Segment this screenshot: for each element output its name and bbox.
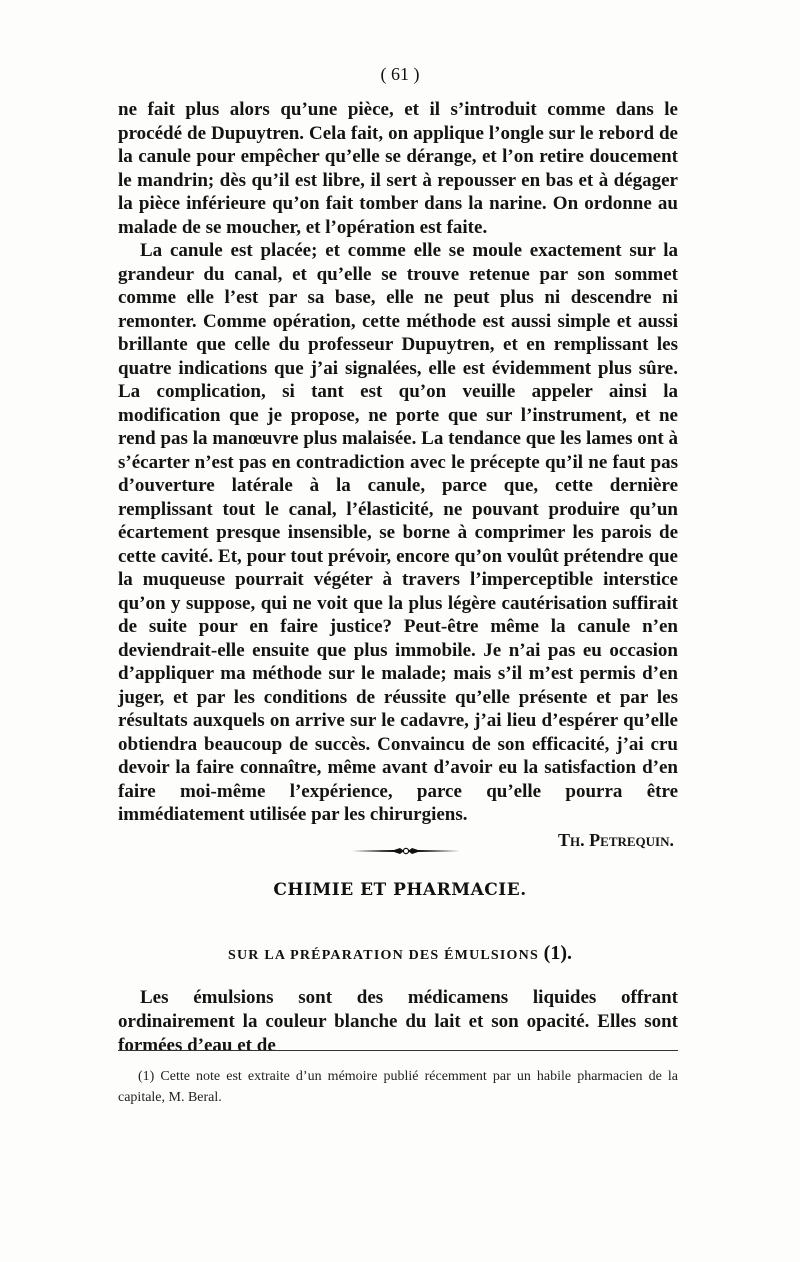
footnote-text: (1) Cette note est extraite d’un mémoire publié récemment par un habile pharmacien de la capitale, M. Beral. xyxy=(118,1069,678,1105)
author-signature: Th. Petrequin. xyxy=(558,829,674,850)
footnote xyxy=(118,1066,678,1108)
page-number: ( 61 ) xyxy=(380,64,420,84)
section-title: CHIMIE ET PHARMACIE. xyxy=(273,880,527,900)
paragraph-emulsions: Les émulsions sont des médicamens liquides offrant ordinairement la couleur blanche du lait et son opacité. Elles sont formées d’eau et de xyxy=(118,987,678,1056)
emulsions-text-block xyxy=(118,986,678,1058)
paragraph-2: La canule est placée; et comme elle se moule exactement sur la grandeur du canal, et qu’elle se trouve retenue par son sommet comme elle l’est par sa base, elle ne peut plus ni descendre ni remonter. Comme opération, cette méthode est aussi simple et aussi brillante que celle du professeur Dupuytren, et en remplissant les quatre indications que j’ai signalées, elle est évidemment plus sûre. La complication, si tant est qu’on veuille appeler ainsi la modification que je propose, ne porte que sur l’instrument, et ne rend pas la manœuvre plus malaisée. La tendance que les lames ont à s’écarter n’est pas en contradiction avec le précepte qu’il ne faut pas d’ouverture latérale à la canule, parce que, cette dernière remplissant tout le canal, l’élasticité, ne pouvant produire qu’un écartement presque insensible, se borne à comprimer les parois de cette cavité. Et, pour tout prévoir, encore qu’on voulût prétendre que la muqueuse pourrait végéter à travers l’imperceptible interstice qu’on y suppose, qui ne voit que la plus légère cautérisation suffirait de suite pour en faire justice? Peut-être même la canule n’en deviendrait-elle ensuite que plus immobile. Je n’ai pas eu occasion d’appliquer ma méthode sur le malade; mais s’il m’est permis d’en juger, et par les conditions de réussite qu’elle présente et par les résultats auxquels on arrive sur le cadavre, j’ai lieu d’espérer qu’elle obtiendra beaucoup de succès. Convaincu de son efficacité, j’ai cru devoir la faire connaître, même avant d’avoir eu la satisfaction d’en faire moi-même l’expérience, parce qu’elle pourra être immédiatement utilisée par les chirurgiens. xyxy=(118,240,678,825)
article-subtitle xyxy=(0,942,800,965)
section-divider-ornament xyxy=(352,846,460,856)
footnote-reference: (1). xyxy=(543,942,572,964)
paragraph-1: ne fait plus alors qu’une pièce, et il s’introduit comme dans le procédé de Dupuytren. Cela fait, on applique l’ongle sur le rebord de la canule pour empêcher qu’elle se dérange, et l’on retire doucement le mandrin; dès qu’il est libre, il sert à repousser en bas et à dégager la pièce inférieure qu’on fait tomber dans la narine. On ordonne au malade de se moucher, et l’opération est faite. xyxy=(118,99,678,238)
main-text-block xyxy=(118,98,678,852)
article-subtitle-text: SUR LA PRÉPARATION DES ÉMULSIONS xyxy=(228,948,539,963)
footnote-rule xyxy=(118,1050,678,1051)
